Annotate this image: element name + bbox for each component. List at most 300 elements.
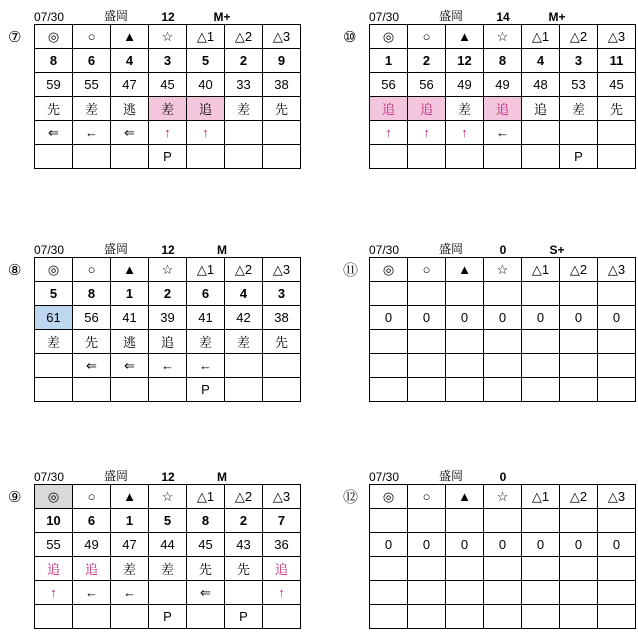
cell-notes	[263, 605, 301, 629]
cell-styles: 差	[187, 330, 225, 354]
cell-styles: 差	[225, 97, 263, 121]
cell-notes	[73, 605, 111, 629]
cell-marks: ▲	[111, 485, 149, 509]
cell-values: 44	[149, 533, 187, 557]
table-row	[35, 97, 301, 121]
panel-index-label: ⑩	[343, 29, 357, 46]
cell-notes	[408, 145, 446, 169]
cell-ranks: 8	[484, 49, 522, 73]
header-race-number: 0	[499, 470, 507, 484]
cell-styles	[370, 557, 408, 581]
cell-ranks: 3	[149, 49, 187, 73]
cell-marks: △2	[225, 258, 263, 282]
cell-notes	[408, 378, 446, 402]
cell-notes	[408, 605, 446, 629]
cell-ranks: 10	[35, 509, 73, 533]
table-row	[370, 605, 636, 629]
cell-notes	[370, 378, 408, 402]
table-row	[370, 581, 636, 605]
cell-notes	[446, 605, 484, 629]
header-racetrack: 盛岡	[103, 9, 128, 23]
panel-header	[343, 239, 636, 257]
cell-arrows: ↑	[187, 121, 225, 145]
cell-ranks: 1	[370, 49, 408, 73]
panel-index-label: ⑦	[8, 29, 22, 46]
cell-values: 0	[522, 306, 560, 330]
cell-values: 56	[408, 73, 446, 97]
cell-styles	[446, 330, 484, 354]
cell-styles	[484, 330, 522, 354]
cell-ranks	[408, 282, 446, 306]
cell-notes	[598, 145, 636, 169]
cell-arrows	[149, 581, 187, 605]
cell-styles	[598, 330, 636, 354]
cell-arrows: ↑	[149, 121, 187, 145]
cell-arrows: ↑	[408, 121, 446, 145]
table-row	[370, 49, 636, 73]
race-panel	[343, 466, 636, 629]
header-racetrack: 盛岡	[438, 469, 463, 483]
cell-values: 38	[263, 306, 301, 330]
cell-notes	[225, 145, 263, 169]
cell-arrows: ←	[111, 581, 149, 605]
cell-styles: 差	[225, 330, 263, 354]
cell-arrows	[370, 581, 408, 605]
cell-marks: ○	[73, 25, 111, 49]
table-row	[370, 378, 636, 402]
cell-notes	[484, 145, 522, 169]
cell-arrows: ↑	[370, 121, 408, 145]
cell-arrows	[598, 121, 636, 145]
cell-notes	[111, 145, 149, 169]
cell-styles: 追	[73, 557, 111, 581]
cell-notes	[370, 605, 408, 629]
cell-notes	[187, 605, 225, 629]
cell-marks: ○	[73, 485, 111, 509]
cell-marks: △3	[598, 258, 636, 282]
cell-styles	[522, 557, 560, 581]
table-row	[35, 306, 301, 330]
cell-styles: 追	[370, 97, 408, 121]
table-row	[35, 121, 301, 145]
header-race-number: 12	[161, 10, 175, 24]
cell-styles	[370, 330, 408, 354]
cell-values: 55	[35, 533, 73, 557]
cell-marks: ○	[408, 258, 446, 282]
cell-ranks	[598, 509, 636, 533]
cell-marks: ☆	[484, 25, 522, 49]
table-row	[370, 282, 636, 306]
cell-values: 0	[522, 533, 560, 557]
cell-arrows	[560, 581, 598, 605]
cell-styles	[560, 557, 598, 581]
cell-marks: ◎	[370, 485, 408, 509]
cell-notes	[149, 378, 187, 402]
cell-ranks: 4	[225, 282, 263, 306]
cell-marks: △3	[263, 258, 301, 282]
cell-marks: ▲	[111, 25, 149, 49]
cell-arrows	[446, 354, 484, 378]
cell-arrows	[263, 354, 301, 378]
cell-marks: △2	[560, 485, 598, 509]
cell-styles: 先	[35, 97, 73, 121]
table-row	[35, 25, 301, 49]
cell-arrows: ⇐	[187, 581, 225, 605]
cell-arrows	[370, 354, 408, 378]
cell-arrows: ↑	[446, 121, 484, 145]
panel-header	[343, 6, 636, 24]
table-row	[370, 354, 636, 378]
panel-body	[343, 257, 636, 402]
cell-styles: 先	[263, 97, 301, 121]
cell-ranks	[522, 509, 560, 533]
cell-styles	[484, 557, 522, 581]
header-race-number: 12	[161, 243, 175, 257]
cell-arrows	[560, 354, 598, 378]
cell-ranks: 2	[225, 49, 263, 73]
header-grade: S+	[549, 243, 565, 257]
cell-values: 0	[446, 533, 484, 557]
cell-arrows	[408, 581, 446, 605]
race-table	[369, 257, 636, 402]
cell-arrows	[522, 354, 560, 378]
cell-arrows: ⇐	[111, 121, 149, 145]
cell-ranks: 2	[149, 282, 187, 306]
cell-marks: ○	[408, 25, 446, 49]
cell-styles: 差	[35, 330, 73, 354]
table-row	[35, 581, 301, 605]
header-date: 07/30	[34, 470, 65, 484]
cell-marks: ▲	[446, 25, 484, 49]
header-race-number: 12	[161, 470, 175, 484]
cell-arrows	[598, 581, 636, 605]
cell-arrows: ⇐	[35, 121, 73, 145]
panel-header	[8, 239, 301, 257]
cell-values: 45	[149, 73, 187, 97]
cell-notes	[522, 145, 560, 169]
cell-values: 59	[35, 73, 73, 97]
cell-arrows: ↑	[263, 581, 301, 605]
panel-header	[8, 466, 301, 484]
cell-ranks: 12	[446, 49, 484, 73]
race-table	[369, 484, 636, 629]
cell-values: 0	[370, 306, 408, 330]
race-panel	[8, 239, 301, 402]
cell-ranks: 5	[149, 509, 187, 533]
cell-notes	[446, 145, 484, 169]
cell-styles: 追	[35, 557, 73, 581]
header-race-number: 14	[496, 10, 510, 24]
table-row	[35, 485, 301, 509]
table-row	[35, 533, 301, 557]
cell-arrows	[598, 354, 636, 378]
header-race-number: 0	[499, 243, 507, 257]
cell-arrows	[522, 581, 560, 605]
cell-notes	[484, 605, 522, 629]
cell-ranks	[484, 509, 522, 533]
cell-marks: △1	[187, 25, 225, 49]
cell-notes	[187, 145, 225, 169]
cell-arrows	[484, 581, 522, 605]
cell-values: 55	[73, 73, 111, 97]
cell-values: 49	[484, 73, 522, 97]
cell-notes: P	[149, 145, 187, 169]
cell-ranks	[370, 509, 408, 533]
cell-styles: 先	[187, 557, 225, 581]
cell-arrows	[225, 354, 263, 378]
cell-marks: ☆	[149, 258, 187, 282]
race-panel	[343, 239, 636, 402]
cell-notes	[522, 605, 560, 629]
cell-marks: △2	[225, 25, 263, 49]
cell-ranks	[522, 282, 560, 306]
cell-notes	[263, 145, 301, 169]
cell-ranks	[560, 509, 598, 533]
race-table	[369, 24, 636, 169]
cell-arrows: ←	[149, 354, 187, 378]
cell-values: 36	[263, 533, 301, 557]
cell-styles	[522, 330, 560, 354]
table-row	[35, 330, 301, 354]
table-row	[370, 73, 636, 97]
cell-values: 38	[263, 73, 301, 97]
cell-ranks: 9	[263, 49, 301, 73]
cell-notes	[35, 145, 73, 169]
panel-header	[343, 466, 636, 484]
cell-arrows: ↑	[35, 581, 73, 605]
cell-values: 49	[73, 533, 111, 557]
cell-ranks: 1	[111, 282, 149, 306]
cell-notes	[598, 605, 636, 629]
cell-styles: 追	[484, 97, 522, 121]
cell-ranks	[598, 282, 636, 306]
cell-notes: P	[560, 145, 598, 169]
cell-ranks: 2	[225, 509, 263, 533]
cell-styles	[408, 557, 446, 581]
header-grade: M	[217, 470, 227, 484]
cell-values: 41	[111, 306, 149, 330]
cell-styles: 追	[408, 97, 446, 121]
cell-values: 47	[111, 533, 149, 557]
cell-marks: ○	[408, 485, 446, 509]
cell-ranks: 4	[522, 49, 560, 73]
header-racetrack: 盛岡	[438, 242, 463, 256]
cell-ranks: 3	[263, 282, 301, 306]
cell-ranks: 6	[73, 49, 111, 73]
cell-notes	[598, 378, 636, 402]
cell-styles: 追	[149, 330, 187, 354]
race-panel	[8, 466, 301, 629]
cell-ranks	[446, 509, 484, 533]
cell-notes	[35, 378, 73, 402]
cell-values: 40	[187, 73, 225, 97]
table-row	[35, 258, 301, 282]
header-date: 07/30	[34, 243, 65, 257]
cell-values: 56	[73, 306, 111, 330]
panel-body	[8, 24, 301, 169]
cell-styles: 差	[560, 97, 598, 121]
cell-ranks: 2	[408, 49, 446, 73]
cell-marks: ◎	[370, 25, 408, 49]
cell-arrows	[560, 121, 598, 145]
cell-ranks: 5	[35, 282, 73, 306]
cell-notes	[73, 145, 111, 169]
header-grade: M+	[213, 10, 231, 24]
table-row	[370, 306, 636, 330]
header-racetrack: 盛岡	[103, 469, 128, 483]
cell-values: 0	[408, 306, 446, 330]
cell-marks: △3	[263, 25, 301, 49]
panel-index-label: ⑨	[8, 489, 22, 506]
cell-marks: △3	[598, 485, 636, 509]
header-racetrack: 盛岡	[103, 242, 128, 256]
cell-marks: ☆	[484, 485, 522, 509]
cell-marks: △1	[187, 485, 225, 509]
cell-values: 43	[225, 533, 263, 557]
header-grade: M	[217, 243, 227, 257]
cell-ranks	[408, 509, 446, 533]
table-row	[35, 378, 301, 402]
cell-values: 0	[560, 533, 598, 557]
cell-styles: 追	[263, 557, 301, 581]
cell-notes	[35, 605, 73, 629]
cell-ranks: 8	[35, 49, 73, 73]
panel-body	[343, 484, 636, 629]
cell-values: 47	[111, 73, 149, 97]
table-row	[370, 330, 636, 354]
table-row	[35, 509, 301, 533]
cell-marks: △2	[560, 258, 598, 282]
cell-styles	[598, 557, 636, 581]
table-row	[35, 354, 301, 378]
table-row	[35, 73, 301, 97]
cell-marks: ☆	[149, 485, 187, 509]
cell-arrows: ⇐	[73, 354, 111, 378]
cell-arrows	[225, 121, 263, 145]
cell-marks: △1	[522, 258, 560, 282]
cell-marks: ▲	[111, 258, 149, 282]
cell-values: 41	[187, 306, 225, 330]
table-row	[370, 25, 636, 49]
race-table	[34, 484, 301, 629]
cell-values: 0	[484, 306, 522, 330]
cell-styles: 差	[149, 557, 187, 581]
panel-index-label: ⑧	[8, 262, 22, 279]
cell-notes	[370, 145, 408, 169]
cell-notes	[484, 378, 522, 402]
cell-ranks	[370, 282, 408, 306]
cell-marks: △1	[187, 258, 225, 282]
cell-values: 49	[446, 73, 484, 97]
cell-notes	[225, 378, 263, 402]
header-grade: M+	[548, 10, 566, 24]
header-date: 07/30	[369, 470, 400, 484]
cell-arrows	[35, 354, 73, 378]
cell-values: 0	[598, 533, 636, 557]
cell-notes: P	[149, 605, 187, 629]
cell-values: 61	[35, 306, 73, 330]
cell-styles: 追	[187, 97, 225, 121]
table-row	[35, 282, 301, 306]
cell-marks: ▲	[446, 485, 484, 509]
cell-ranks: 5	[187, 49, 225, 73]
cell-arrows: ←	[73, 581, 111, 605]
cell-ranks	[484, 282, 522, 306]
cell-styles: 差	[149, 97, 187, 121]
table-row	[370, 97, 636, 121]
cell-values: 56	[370, 73, 408, 97]
cell-marks: △2	[560, 25, 598, 49]
cell-styles: 先	[598, 97, 636, 121]
cell-notes	[560, 605, 598, 629]
table-row	[370, 145, 636, 169]
cell-marks: ◎	[370, 258, 408, 282]
table-row	[370, 509, 636, 533]
cell-marks: ◎	[35, 258, 73, 282]
cell-arrows: ⇐	[111, 354, 149, 378]
cell-values: 45	[187, 533, 225, 557]
cell-styles: 先	[73, 330, 111, 354]
cell-values: 0	[408, 533, 446, 557]
table-row	[35, 605, 301, 629]
cell-styles	[560, 330, 598, 354]
cell-values: 45	[598, 73, 636, 97]
cell-styles	[446, 557, 484, 581]
cell-arrows	[446, 581, 484, 605]
cell-ranks: 11	[598, 49, 636, 73]
cell-ranks	[446, 282, 484, 306]
cell-marks: △3	[263, 485, 301, 509]
header-date: 07/30	[369, 10, 400, 24]
cell-arrows: ←	[484, 121, 522, 145]
cell-marks: ☆	[484, 258, 522, 282]
cell-notes	[560, 378, 598, 402]
table-row	[370, 121, 636, 145]
cell-notes	[111, 378, 149, 402]
race-table	[34, 257, 301, 402]
cell-marks: △3	[598, 25, 636, 49]
cell-styles	[408, 330, 446, 354]
cell-styles: 差	[73, 97, 111, 121]
cell-notes	[446, 378, 484, 402]
cell-marks: ○	[73, 258, 111, 282]
panel-body	[343, 24, 636, 169]
cell-styles: 逃	[111, 97, 149, 121]
cell-styles: 逃	[111, 330, 149, 354]
cell-styles: 差	[111, 557, 149, 581]
cell-values: 0	[560, 306, 598, 330]
race-panel	[343, 6, 636, 169]
cell-notes	[522, 378, 560, 402]
cell-ranks: 6	[73, 509, 111, 533]
race-table	[34, 24, 301, 169]
cell-notes	[73, 378, 111, 402]
cell-marks: △1	[522, 485, 560, 509]
cell-styles: 先	[263, 330, 301, 354]
cell-styles: 追	[522, 97, 560, 121]
cell-values: 0	[484, 533, 522, 557]
table-row	[370, 557, 636, 581]
cell-notes	[111, 605, 149, 629]
cell-ranks: 3	[560, 49, 598, 73]
cell-arrows	[225, 581, 263, 605]
cell-values: 33	[225, 73, 263, 97]
cell-values: 0	[598, 306, 636, 330]
cell-arrows	[484, 354, 522, 378]
cell-values: 53	[560, 73, 598, 97]
cell-ranks: 6	[187, 282, 225, 306]
cell-values: 42	[225, 306, 263, 330]
